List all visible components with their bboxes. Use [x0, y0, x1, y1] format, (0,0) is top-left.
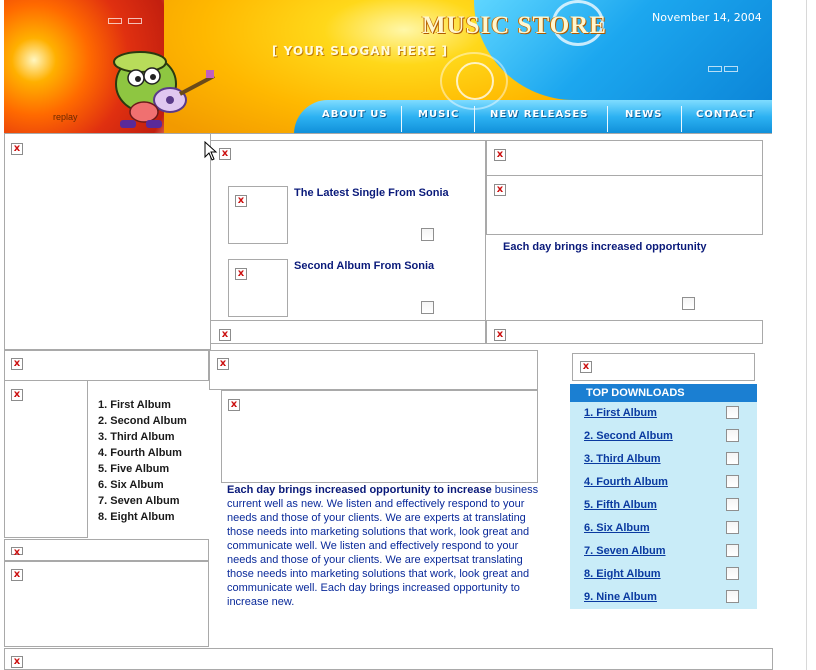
download-checkbox[interactable] [726, 544, 739, 557]
nav-music[interactable]: MUSIC [418, 109, 460, 120]
broken-image-icon: x [494, 184, 506, 196]
broken-image-icon: x [219, 148, 231, 160]
store-title: MUSIC STORE [422, 12, 607, 39]
broken-image-icon: x [219, 329, 231, 341]
nav-new-releases[interactable]: NEW RELEASES [490, 109, 589, 120]
center-strip-placeholder [210, 320, 486, 344]
downloads-image-placeholder [572, 353, 755, 381]
list-item[interactable]: 2. Second Album [98, 415, 187, 427]
list-item [570, 448, 757, 471]
download-link[interactable]: 7. Seven Album [584, 545, 666, 557]
footer-image-placeholder [4, 648, 773, 670]
broken-image-icon: x [217, 358, 229, 370]
top-downloads-list [570, 402, 757, 609]
list-item[interactable]: 4. Fourth Album [98, 447, 182, 459]
nav-divider [401, 106, 402, 132]
second-album-title[interactable]: Second Album From Sonia [294, 260, 435, 272]
list-item[interactable]: 8. Eight Album [98, 511, 175, 523]
list-item [570, 425, 757, 448]
album-list-image-placeholder [4, 380, 88, 538]
article-image-placeholder [221, 390, 538, 483]
broken-image-icon: x [11, 389, 23, 401]
ring-decoration [456, 62, 494, 100]
broken-image-icon: x [11, 656, 23, 668]
download-link[interactable]: 6. Six Album [584, 522, 650, 534]
right-image-placeholder [486, 175, 763, 235]
list-item [570, 563, 757, 586]
broken-image-icon: x [11, 569, 23, 581]
replay-link[interactable]: replay [53, 112, 78, 122]
right-top-image-placeholder [486, 140, 763, 176]
broken-image-icon: x [235, 268, 247, 280]
nav-divider [607, 106, 608, 132]
list-item [570, 540, 757, 563]
decor-dash [708, 66, 722, 72]
download-link[interactable]: 8. Eight Album [584, 568, 661, 580]
decor-dash [724, 66, 738, 72]
article-headline: Each day brings increased opportunity to increase [227, 484, 492, 496]
left-image-placeholder [4, 134, 211, 350]
top-downloads-header: TOP DOWNLOADS [570, 384, 757, 402]
download-link[interactable]: 5. Fifth Album [584, 499, 657, 511]
nav-about-us[interactable]: ABOUT US [322, 109, 388, 120]
window-edge [806, 0, 816, 670]
list-item[interactable]: 3. Third Album [98, 431, 175, 443]
nav-divider [474, 106, 475, 132]
single-checkbox[interactable] [421, 228, 434, 241]
list-item [570, 402, 757, 425]
nav-divider [681, 106, 682, 132]
decor-dash [108, 18, 122, 24]
decor-dash [128, 18, 142, 24]
left-mid-image-placeholder [4, 350, 209, 381]
broken-image-icon: x [580, 361, 592, 373]
guitar-character-illustration [106, 42, 216, 132]
left-bottom-image-placeholder [4, 561, 209, 647]
broken-image-icon: x [494, 329, 506, 341]
nav-contact[interactable]: CONTACT [696, 109, 756, 120]
list-item [570, 494, 757, 517]
list-item [570, 471, 757, 494]
download-link[interactable]: 9. Nine Album [584, 591, 657, 603]
article-body: business current well as new. We listen and effectively respond to your needs and those of your clients. We are experts at translating those needs into marketing solutions that work, look great and communicate well. We listen and effectively respond to your needs and those of your clients. We are expertsat translating those needs into marketing solutions that work, look great and communicate well. Each day brings increased opportunity to increase new. [227, 484, 539, 608]
list-item[interactable]: 5. Five Album [98, 463, 170, 475]
download-checkbox[interactable] [726, 567, 739, 580]
download-checkbox[interactable] [726, 452, 739, 465]
download-checkbox[interactable] [726, 498, 739, 511]
download-checkbox[interactable] [726, 521, 739, 534]
opportunity-headline: Each day brings increased opportunity [503, 241, 707, 253]
mouse-pointer-icon [204, 141, 218, 161]
broken-image-icon: x [11, 358, 23, 370]
opportunity-checkbox[interactable] [682, 297, 695, 310]
list-item[interactable]: 6. Six Album [98, 479, 164, 491]
list-item [570, 586, 757, 609]
right-strip-placeholder [486, 320, 763, 344]
article [227, 483, 541, 609]
broken-image-icon: x [11, 143, 23, 155]
broken-image-icon: x [11, 547, 23, 555]
left-strip-placeholder [4, 539, 209, 561]
download-link[interactable]: 2. Second Album [584, 430, 673, 442]
download-checkbox[interactable] [726, 475, 739, 488]
download-link[interactable]: 3. Third Album [584, 453, 661, 465]
latest-single-title[interactable]: The Latest Single From Sonia [294, 187, 449, 199]
header-date: November 14, 2004 [652, 11, 762, 24]
list-item [570, 517, 757, 540]
list-item[interactable]: 1. First Album [98, 399, 171, 411]
download-checkbox[interactable] [726, 429, 739, 442]
broken-image-icon: x [494, 149, 506, 161]
center-top-image-placeholder [210, 140, 486, 185]
download-link[interactable]: 1. First Album [584, 407, 657, 419]
nav-news[interactable]: NEWS [625, 109, 663, 120]
header-banner [4, 0, 772, 134]
broken-image-icon: x [228, 399, 240, 411]
slogan: [ YOUR SLOGAN HERE ] [272, 44, 449, 58]
download-checkbox[interactable] [726, 590, 739, 603]
broken-image-icon: x [235, 195, 247, 207]
download-checkbox[interactable] [726, 406, 739, 419]
download-link[interactable]: 4. Fourth Album [584, 476, 668, 488]
album-list [98, 397, 187, 525]
center-mid-image-placeholder [209, 350, 538, 390]
album-checkbox[interactable] [421, 301, 434, 314]
list-item[interactable]: 7. Seven Album [98, 495, 180, 507]
